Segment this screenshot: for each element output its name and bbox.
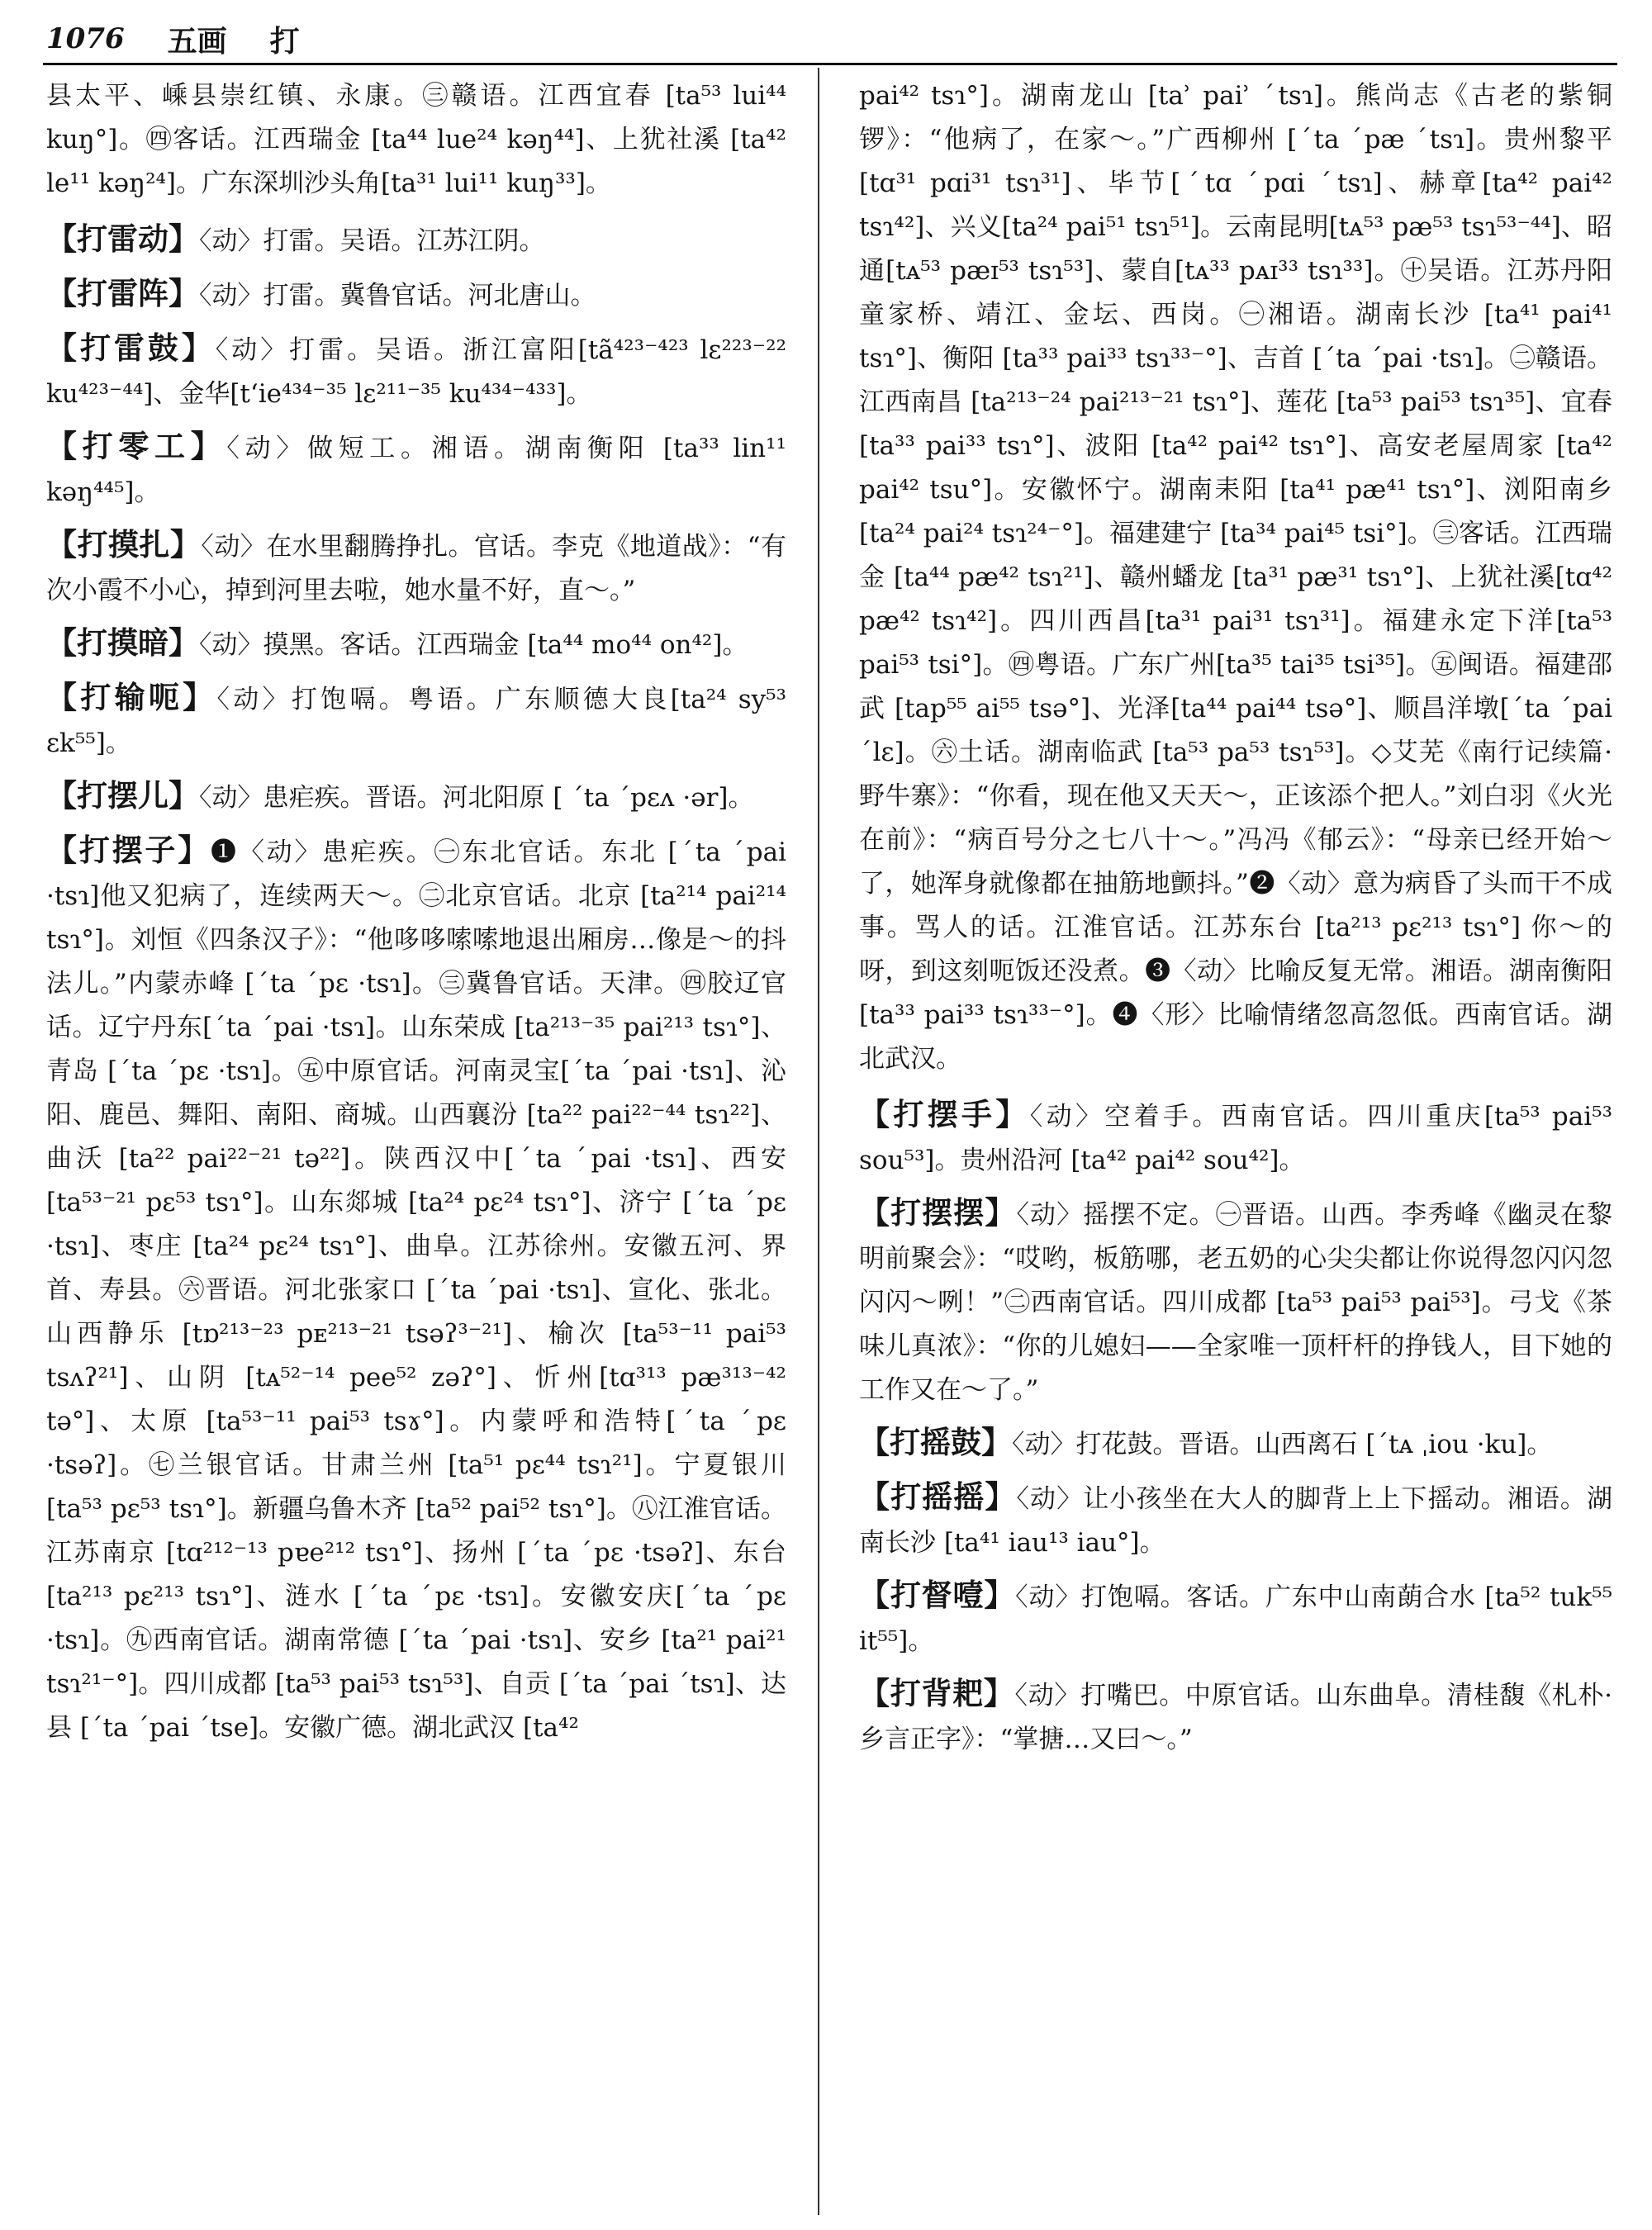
- column-divider: [818, 68, 819, 2215]
- entry-da-mo-zha: [46, 523, 786, 613]
- headword: 【打零工】: [46, 428, 227, 464]
- entry-continuation: 县太平、嵊县崇红镇、永康。㊂赣语。江西宜春 [ta⁵³ lui⁴⁴ kuŋ°]。㊃客话。江西瑞金 [ta⁴⁴ lue²⁴ kəŋ⁴⁴]、上犹社溪 [ta⁴² le¹¹ kəŋ²⁴]。广东深圳沙头角[ta³¹ lui¹¹ kuŋ³³]。: [46, 81, 786, 198]
- left-column: [46, 74, 786, 2213]
- definition: 〈动〉让小孩坐在大人的脚背上上下摇动。湘语。湖南长沙 [ta⁴¹ iau¹³ iau°]。: [859, 1484, 1612, 1558]
- headword: 【打雷鼓】: [46, 330, 216, 366]
- definition: 〈动〉打雷。吴语。江苏江阴。: [199, 226, 545, 256]
- headword: 【打摸暗】: [46, 624, 199, 661]
- definition: 〈动〉在水里翻腾挣扎。官话。李克《地道战》：“有次小霞不小心，掉到河里去啦，她水量不好，直～。”: [46, 532, 786, 605]
- headword: 【打输呃】: [46, 679, 217, 715]
- right-column: [859, 74, 1612, 2213]
- index-char: 打: [269, 23, 300, 59]
- headword: 【打雷阵】: [46, 275, 199, 311]
- headword: 【打摆儿】: [46, 777, 199, 814]
- headword: 【打摇鼓】: [859, 1424, 1012, 1460]
- headword: 【打摇摇】: [859, 1478, 1017, 1515]
- headword: 【打雷动】: [46, 221, 199, 257]
- entry-da-du-ye: [859, 1573, 1612, 1663]
- definition: 〈动〉打花鼓。晋语。山西离石 [ˊtᴀ ˌiou ·ku]。: [1012, 1430, 1553, 1459]
- definition: ❶〈动〉患疟疾。㊀东北官话。东北 [ˊta ˊpai ·tsɿ]他又犯病了，连续两天～。㊁北京官话。北京 [ta²¹⁴ pai²¹⁴ tsɿ°]。刘恒《四条汉子》：“他哆哆嗦嗦地退出厢房…像是～的抖法儿。”内蒙赤峰 [ˊta ˊpɛ ·tsɿ]。㊂冀鲁官话。天津。㊃胶辽官话。辽宁丹东[ˊta ˊpai ·tsɿ]。山东荣成 [ta²¹³⁻³⁵ pai²¹³ tsɿ°]、青岛 [ˊta ˊpɛ ·tsɿ]。㊄中原官话。河南灵宝[ˊta ˊpai ·tsɿ]、沁阳、鹿邑、舞阳、南阳、商城。山西襄汾 [ta²² pai²²⁻⁴⁴ tsɿ²²]、曲沃 [ta²² pai²²⁻²¹ tə²²]。陕西汉中[ˊta ˊpai ·tsɿ]、西安[ta⁵³⁻²¹ pɛ⁵³ tsɿ°]。山东郯城 [ta²⁴ pɛ²⁴ tsɿ°]、济宁 [ˊta ˊpɛ ·tsɿ]、枣庄 [ta²⁴ pɛ²⁴ tsɿ°]、曲阜。江苏徐州。安徽五河、界首、寿县。㊅晋语。河北张家口 [ˊta ˊpai ·tsɿ]、宣化、张北。山西静乐 [tɒ²¹³⁻²³ pᴇ²¹³⁻²¹ tsəʔ³⁻²¹]、榆次 [ta⁵³⁻¹¹ pai⁵³ tsʌʔ²¹]、山阴 [tᴀ⁵²⁻¹⁴ pee⁵² zəʔ°]、忻州[tɑ³¹³ pæ³¹³⁻⁴² tə°]、太原 [ta⁵³⁻¹¹ pai⁵³ tsɤ°]。内蒙呼和浩特[ˊta ˊpɛ ·tsəʔ]。㊆兰银官话。甘肃兰州 [ta⁵¹ pɛ⁴⁴ tsɿ²¹]。宁夏银川 [ta⁵³ pɛ⁵³ tsɿ°]。新疆乌鲁木齐 [ta⁵² pai⁵² tsɿ°]。㊇江淮官话。江苏南京 [tɑ²¹²⁻¹³ pɐe²¹² tsɿ°]、扬州 [ˊta ˊpɛ ·tsəʔ]、东台 [ta²¹³ pɛ²¹³ tsɿ°]、涟水 [ˊta ˊpɛ ·tsɿ]。安徽安庆[ˊta ˊpɛ ·tsɿ]。㊈西南官话。湖南常德 [ˊta ˊpai ·tsɿ]、安乡 [ta²¹ pai²¹ tsɿ²¹⁻°]。四川成都 [ta⁵³ pai⁵³ tsɿ⁵³]、自贡 [ˊta ˊpai ˊtsɿ]、达县 [ˊta ˊpai ˊtse]。安徽广德。湖北武汉 [ta⁴²: [46, 837, 786, 1743]
- entry-da-shu-e: [46, 676, 786, 766]
- definition: 〈动〉摸黑。客话。江西瑞金 [ta⁴⁴ mo⁴⁴ on⁴²]。: [199, 630, 748, 660]
- entry-da-bai-zi: [46, 828, 786, 1750]
- entry-da-yao-yao: [859, 1475, 1612, 1565]
- entry-da-bei-ba: [859, 1672, 1612, 1762]
- definition: 〈动〉打嘴巴。中原官话。山东曲阜。清桂馥《札朴·乡言正字》：“掌搪…又曰～。”: [859, 1681, 1612, 1754]
- headword: 【打摆手】: [859, 1096, 1030, 1132]
- entry-continuation: pai⁴² tsɿ°]。湖南龙山 [taʾ paiʾ ˊtsɿ]。熊尚志《古老的紫铜锣》：“他病了，在家～。”广西柳州 [ˊta ˊpæ ˊtsɿ]。贵州黎平[tɑ³¹ pɑi³¹ tsɿ³¹]、毕节[ˊtɑ ˊpɑi ˊtsɿ]、赫章[ta⁴² pai⁴² tsɿ⁴²]、兴义[ta²⁴ pai⁵¹ tsɿ⁵¹]。云南昆明[tᴀ⁵³ pæ⁵³ tsɿ⁵³⁻⁴⁴]、昭通[tᴀ⁵³ pæɪ⁵³ tsɿ⁵³]、蒙自[tᴀ³³ pᴀɪ³³ tsɿ³³]。㊉吴语。江苏丹阳童家桥、靖江、金坛、西岗。㊀湘语。湖南长沙 [ta⁴¹ pai⁴¹ tsɿ°]、衡阳 [ta³³ pai³³ tsɿ³³⁻°]、吉首 [ˊta ˊpai ·tsɿ]。㊁赣语。江西南昌 [ta²¹³⁻²⁴ pai²¹³⁻²¹ tsɿ°]、莲花 [ta⁵³ pai⁵³ tsɿ³⁵]、宜春 [ta³³ pai³³ tsɿ°]、波阳 [ta⁴² pai⁴² tsɿ°]、高安老屋周家 [ta⁴² pai⁴² tsu°]。安徽怀宁。湖南耒阳 [ta⁴¹ pæ⁴¹ tsɿ°]、浏阳南乡 [ta²⁴ pai²⁴ tsɿ²⁴⁻°]。福建建宁 [ta³⁴ pai⁴⁵ tsi°]。㊂客话。江西瑞金 [ta⁴⁴ pæ⁴² tsɿ²¹]、赣州蟠龙 [ta³¹ pæ³¹ tsɿ°]、上犹社溪[tɑ⁴² pæ⁴² tsɿ⁴²]。四川西昌[ta³¹ pai³¹ tsɿ³¹]。福建永定下洋[ta⁵³ pai⁵³ tsi°]。㊃粤语。广东广州[ta³⁵ tai³⁵ tsi³⁵]。㊄闽语。福建邵武 [tap⁵⁵ ai⁵⁵ tsə°]、光泽[ta⁴⁴ pai⁴⁴ tsə°]、顺昌洋墩[ˊta ˊpai ˊlɛ]。㊅土话。湖南临武 [ta⁵³ pa⁵³ tsɿ⁵³]。◇艾芜《南行记续篇·野牛寨》：“你看，现在他又天天～，正该添个把人。”刘白羽《火光在前》：“病百号分之七八十～。”冯冯《郁云》：“母亲已经开始～了，她浑身就像都在抽筋地颤抖。”❷〈动〉意为病昏了头而干不成事。骂人的话。江淮官话。江苏东台 [ta²¹³ pɛ²¹³ tsɿ°] 你～的呀，到这刻呃饭还没煮。❸〈动〉比喻反复无常。湘语。湖南衡阳 [ta³³ pai³³ tsɿ³³⁻°]。❹〈形〉比喻情绪忽高忽低。西南官话。湖北武汉。: [859, 81, 1612, 1074]
- definition: 〈动〉做短工。湘语。湖南衡阳 [ta³³ lin¹¹ kəŋ⁴⁴⁵]。: [46, 434, 786, 507]
- entry-da-yao-gu: [859, 1421, 1612, 1467]
- headword: 【打督噎】: [859, 1577, 1016, 1613]
- definition: 〈动〉摇摆不定。㊀晋语。山西。李秀峰《幽灵在黎明前聚会》：“哎哟，板筋哪，老五奶的心尖尖都让你说得忽闪闪忽闪闪～咧！”㊁西南官话。四川成都 [ta⁵³ pai⁵³ pai⁵³]。弓戈《茶味儿真浓》：“你的儿媳妇——全家唯一顶杆杆的挣钱人，目下她的工作又在～了。”: [859, 1200, 1612, 1405]
- headword: 【打摆摆】: [859, 1194, 1017, 1231]
- entry-da-lei-dong: [46, 217, 786, 263]
- entry-da-bai-shou: [859, 1093, 1612, 1183]
- section-label: 五画: [167, 23, 227, 59]
- entry-da-bai-bai: [859, 1191, 1612, 1412]
- definition: 〈动〉患疟疾。晋语。河北阳原 [ ˊta ˊpɛʌ ·ər]。: [199, 783, 754, 813]
- entry-da-lei-zhen: [46, 272, 786, 318]
- definition: 〈动〉打雷。冀鲁官话。河北唐山。: [199, 281, 596, 311]
- headword: 【打摆子】: [46, 832, 211, 868]
- headword: 【打背耙】: [859, 1675, 1015, 1711]
- page-number: 1076: [46, 22, 125, 55]
- header-rule: [43, 63, 1617, 65]
- definition: 〈动〉空着手。西南官话。四川重庆[ta⁵³ pai⁵³ sou⁵³]。贵州沿河 [ta⁴² pai⁴² sou⁴²]。: [859, 1102, 1612, 1175]
- page-header: [46, 18, 1616, 59]
- entry-da-ling-gong: [46, 425, 786, 515]
- definition: 〈动〉打饱嗝。客话。广东中山南蓢合水 [ta⁵² tuk⁵⁵ it⁵⁵]。: [859, 1582, 1612, 1656]
- definition: 〈动〉打饱嗝。粤语。广东顺德大良[ta²⁴ sy⁵³ ɛk⁵⁵]。: [46, 685, 786, 758]
- headword: 【打摸扎】: [46, 526, 202, 562]
- definition: 〈动〉打雷。吴语。浙江富阳[tã⁴²³⁻⁴²³ lɛ²²³⁻²² ku⁴²³⁻⁴⁴]、金华[tʻie⁴³⁴⁻³⁵ lɛ²¹¹⁻³⁵ ku⁴³⁴⁻⁴³³]。: [46, 335, 786, 409]
- entry-da-mo-an: [46, 621, 786, 667]
- entry-da-lei-gu: [46, 326, 786, 416]
- entry-da-bai-er: [46, 774, 786, 820]
